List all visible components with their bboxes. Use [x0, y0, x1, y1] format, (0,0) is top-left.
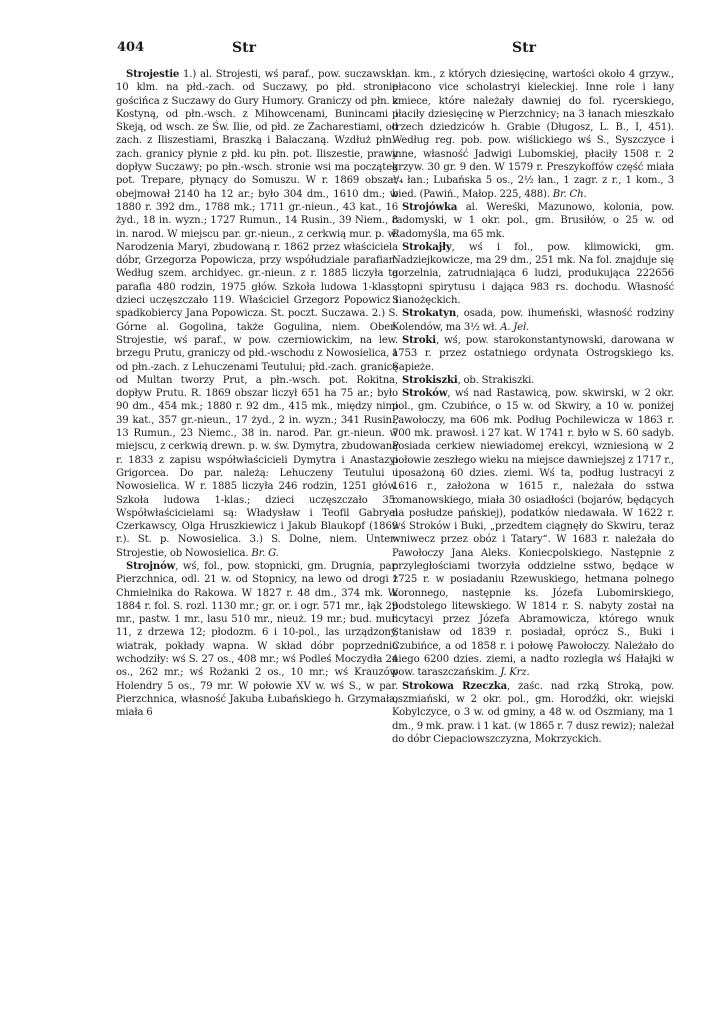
- entry-headword: Strokatyn: [402, 308, 457, 320]
- entry-text: al. Wereśki, Mazunowo, kolonia, pow. radomyski, w 1 okr. pol., gm. Brusiłów, o 25 w. od Radomyśla, ma 65 mk.: [392, 201, 674, 240]
- entry-headword: Strokiszki: [402, 374, 458, 386]
- entry-text: , zaśc. nad rzką Stroką, pow. oszmiański, w 2 okr. pol., gm. Horodźki, okr. wiejski Kobylczyce, o 3 w. od gminy, a 48 w. od Oszmiany, ma 1 dm., 9 mk. praw. i 1 kat. (w 1865 r. 7 dusz rewiz); należał do dóbr Ciepaciowszczyzna, Mokrzyckich.: [392, 680, 674, 745]
- entry-headword: Strojestie: [126, 69, 180, 80]
- page-header: [0, 40, 720, 64]
- entry: [392, 680, 674, 746]
- entry: [392, 374, 674, 387]
- entry-text: 1.) al. Strojesti, wś paraf., pow. suczawski, 10 klm. na płd.-zach. od Suczawy, po płd. stronie gościńca z Suczawy do Gury Humory. Graniczy od płn. z Kostyną, od płn.-wsch. z Mihowcenami, Bunincami i Skeją, od wsch. ze Św. Ilie, od płd. ze Zacharestiami, od zach. z Iliszestiami, Braszką i Balaczaną. Wzdłuż płn.-zach. granicy płynie z płd. ku płn. pot. Iliszestie, prawy dopływ Suczawy; po płn.-wsch. stronie wsi ma początek pot. Trepare, płynący do Somuszu. W r. 1869 obszar obejmował 2140 ha 12 ar.; było 304 dm., 1610 dm.; w 1880 r. 392 dm., 1788 mk.; 1711 gr.-nieun., 43 kat., 16 żyd., 18 in. wyzn.; 1727 Rumun., 14 Rusin., 39 Niem., 8 in. narod. W miejscu par. gr.-nieun., z cerkwią mur. p. w. Narodzenia Maryi, zbudowaną r. 1862 przez właściciela dóbr, Grzegorza Popowicza, przy współudziale parafian. Według szem. archidyec. gr.-nieun. z r. 1885 liczyła ta parafia 480 rodzin, 1975 głów. Szkoła ludowa 1-klas.; dzieci uczęszczało 119. Właściciel Grzegorz Popowicz i spadkobiercy Jana Popowicza. St. poczt. Suczawa. 2.) S. Górne al. Gogolina, także Gogulina, niem. Ober-Strojestie, wś paraf., w pow. czerniowickim, na lew. brzegu Prutu, graniczy od płd.-wschodu z Nowosielica, a od płn.-zach. z Lehuczenami Teutului; płd.-zach. granicę od Multan tworzy Prut, a płn.-wsch. pot. Rokitna, dopływ Prutu. R. 1869 obszar liczył 651 ha 75 ar.; było 90 dm., 454 mk.; 1880 r. 92 dm., 415 mk., między nimi 39 kat., 357 gr.-nieun., 17 żyd., 2 in. wyzn.; 341 Rusin., 13 Rumun., 23 Niemc., 38 in. narod. Par. gr.-nieun. w miejscu, z cerkwią drewn. p. w. św. Dymytra, zbudowaną r. 1833 z zapisu współwłaścicieli Dymytra i Anastazyi Grigorcea. Do par. należą: Lehuczeny Teutului i Nowosielica. W r. 1885 liczyła 246 rodzin, 1251 głów. Szkoła ludowa 1-klas.; dzieci uczęszczało 35. Współwłaścicielami są: Władysław i Teofil Gabryel Czerkawscy, Olga Hruszkiewicz i Jakub Blaukopf (1869 r.). St. p. Nowosielica. 3.) S. Dolne, niem. Unter-Strojestie, ob Nowosielica.: [116, 69, 398, 559]
- entry-text: , wś, fol., pow. stopnicki, gm. Drugnia, par. Pierzchnica, odl. 21 w. od Stopnicy, na lewo od drogi z Chmielnika do Rakowa. W 1827 r. 48 dm., 374 mk. W 1884 r. fol. S. rozl. 1130 mr.; gr. or. i ogr. 571 mr., łąk 29 mr., pastw. 1 mr., lasu 510 mr., nieuż. 19 mr.; bud. mur. 11, z drzewa 12; płodozm. 6 i 10-pol., las urządzony, wiatrak, pokłady wapna. W skład dóbr poprzednio wchodziły: wś S. 27 os., 408 mr.; wś Podleś Moczydła 24 os., 262 mr.; wś Rożanki 2 os., 10 mr.; wś Krauzów Holendry 5 os., 79 mr. W połowie XV w. wś S., w par. Pierzchnica, własność Jakuba Łubańskiego h. Grzymała, miała 6: [116, 560, 398, 719]
- entry-text: , ob. Strakiszki.: [457, 374, 535, 386]
- entry: [392, 241, 674, 307]
- entry-headword: Stroki: [402, 334, 436, 346]
- right-column: [392, 68, 674, 746]
- entry-continuation: [392, 68, 674, 201]
- entry-headword: Strojnów: [126, 560, 176, 572]
- entry: [116, 560, 398, 720]
- entry-headword: Strokajły: [402, 241, 452, 253]
- entry-headword: Strojówka: [402, 201, 458, 213]
- entry: [392, 307, 674, 334]
- entry-text: , wś, pow. starokonstantynowski, darowana w 1753 r. przez ostatniego ordynata Ostrogskiego ks. Sapieże.: [392, 334, 674, 373]
- entry-text: , wś nad Rastawicą, pow. skwirski, w 2 okr. pol., gm. Czubińce, o 15 w. od Skwiry, a 10 w. poniżej Pawołoczy, ma 606 mk. Podług Pochilewicza w 1863 r. 700 mk. prawosł. i 27 kat. W 1741 r. było w S. 60 sadyb. Posiada cerkiew niewiadomej erekcyi, wzniesioną w 2 połowie zeszłego wieku na miejsce dawniejszej z 1717 r., uposażoną 60 dzies. ziemi. Wś ta, podług lustracyi z 1616 r., założona w 1615 r., należała do sstwa romanowskiego, miała 30 osiadłości (bojarów, będących na posłudze pańskiej), podatków niedawała. W 1622 r. wś Stroków i Buki, „przedtem ciągnęły do Skwiru, teraz wniwecz przez obóz i Tatary“. W 1683 r. należała do Pawołoczy Jana Aleks. Koniecpolskiego. Następnie z przyległościami tworzyła oddzielne sstwo, będące w 1725 r. w posiadaniu Rzewuskiego, hetmana polnego koronnego, następnie ks. Józefa Lubomirskiego, podstolego litewskiego. W 1814 r. S. nabyty został na licytacyi przez Józefa Abramowicza, którego wnuk Stanisław od 1839 r. posiadał, oprócz S., Buki i Czubińce, a od 1858 r. i połowę Pawołoczy. Należało do niego 6200 dzies. ziemi, a nadto rozlegla wś Hałajki w pow. taraszczańskim.: [392, 388, 674, 679]
- entry-headword: Stroków: [402, 388, 448, 400]
- entry-text: łan. km., z których dziesięcinę, wartości około 4 grzyw., płacono vice scholastryi kieleckiej. Inne role i łany kmiece, które należały dawniej do fol. rycerskiego, płaciły dziesięcinę w Pierzchnicy; na 3 łanach mieszkało trzech dziedziców h. Grabie (Długosz, L. B., I, 451). Według reg. pob. pow. wiślickiego wś S., Syszczyce i inne, własność Jadwigi Lubomskiej, płaciły 1508 r. 2 grzyw. 30 gr. 9 den. W 1579 r. Preszykoffów część miała ³/₄ łan.; Lubańska 5 os., 2½ łan., 1 zagr. z r., 1 kom., 3 bied. (Pawiń., Małop. 225, 488).: [392, 69, 674, 200]
- entry-signature: Br. Ch.: [552, 188, 587, 200]
- entry-signature: A. Jel.: [500, 321, 530, 333]
- entry-text: , wś i fol., pow. klimowicki, gm. Nadziejkowicze, ma 29 dm., 251 mk. Na fol. znajduje się gorzelnia, zatrudniająca 6 ludzi, produkująca 222656 stopni spirytusu i dająca 983 rs. dochodu. Własność Sianożęckich.: [392, 241, 674, 307]
- page-number: 404: [117, 40, 145, 55]
- running-head-left: Str: [232, 40, 256, 56]
- entry: [392, 387, 674, 680]
- entry-signature: J. Krz.: [500, 667, 530, 679]
- entry-text: , osada, pow. ihumeński, własność rodziny Kolendów, ma 3½ wł.: [392, 308, 674, 333]
- entry: [392, 201, 674, 241]
- left-column: [116, 68, 398, 720]
- running-head-right: Str: [512, 40, 536, 56]
- entry-headword: Strokowa Rzeczka: [402, 680, 508, 692]
- entry: [116, 68, 398, 560]
- entry-signature: Br. G.: [251, 547, 279, 559]
- entry: [392, 334, 674, 374]
